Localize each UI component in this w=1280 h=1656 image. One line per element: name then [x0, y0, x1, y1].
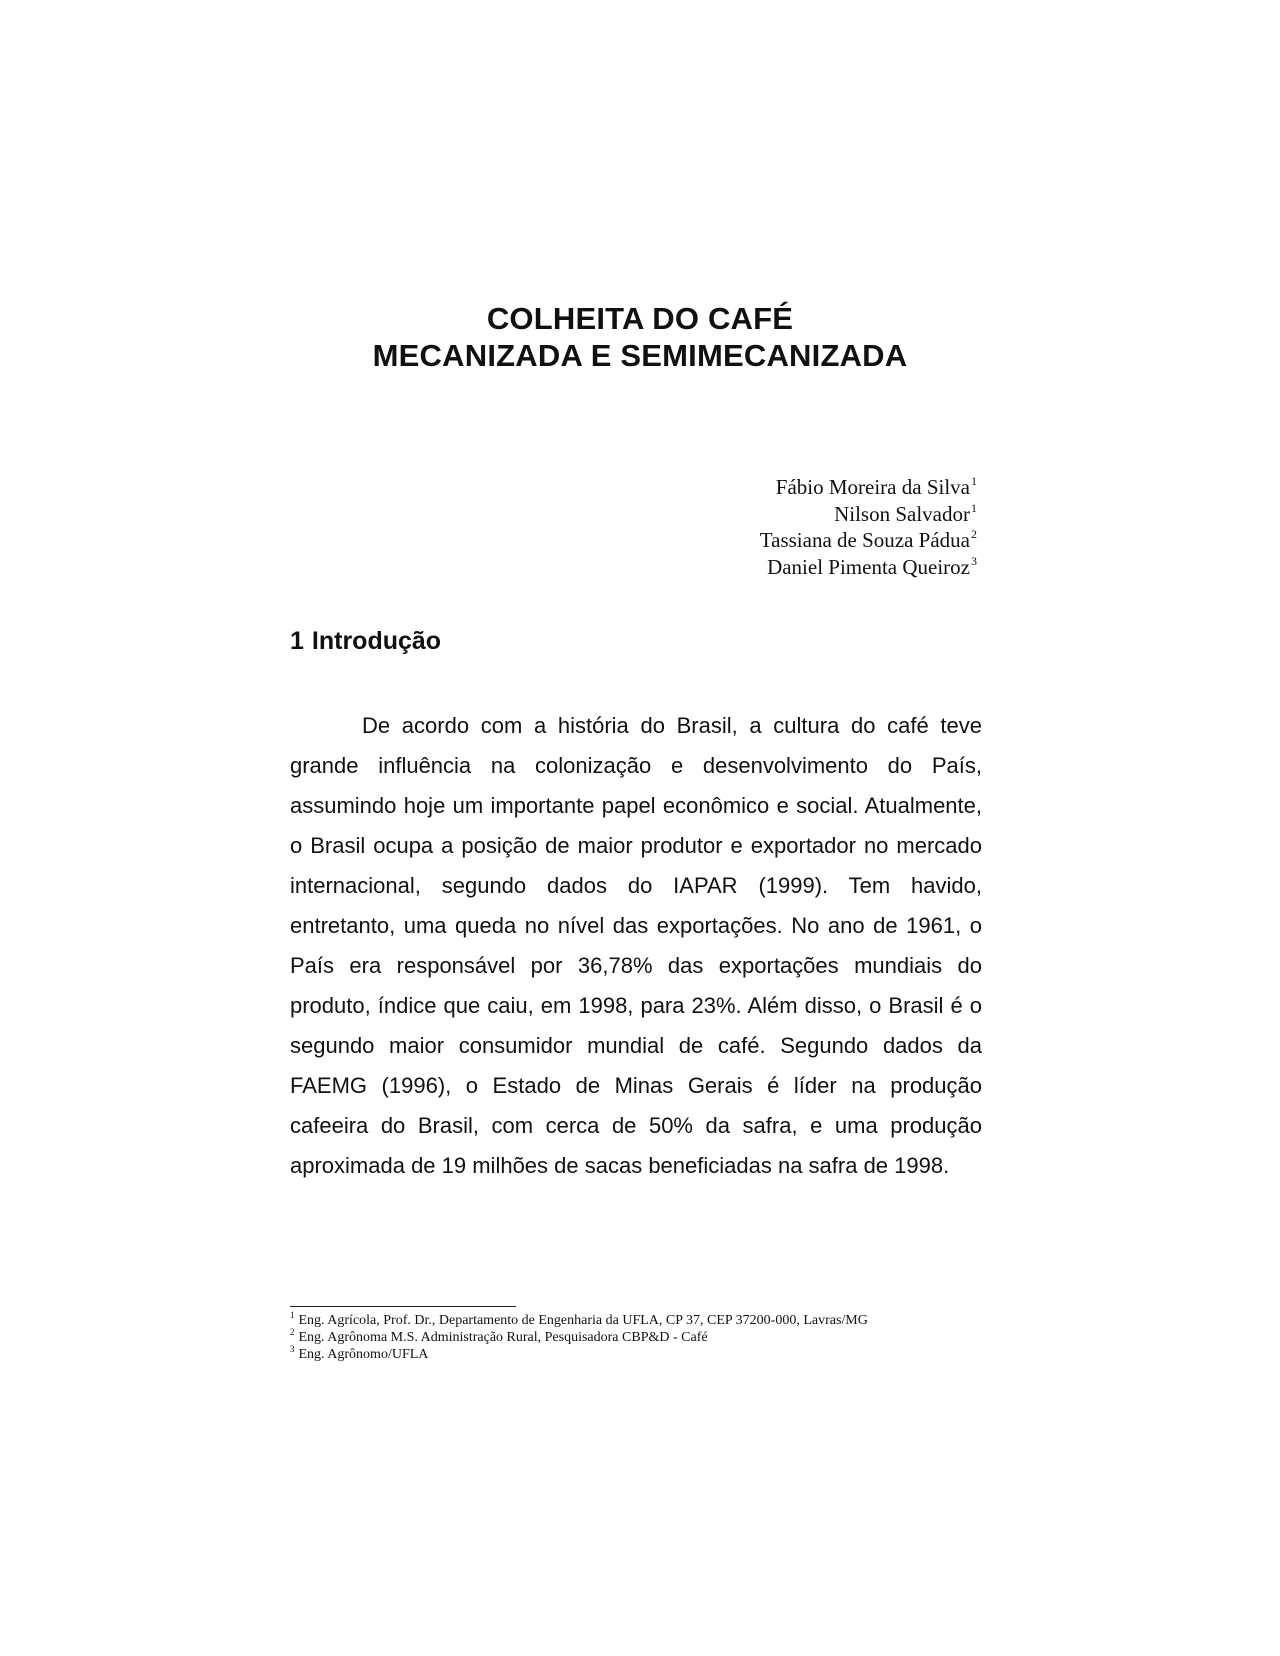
footnote: [290, 1346, 990, 1363]
author-list: [760, 474, 977, 580]
footnote: [290, 1329, 990, 1346]
author-affiliation-mark: 1: [971, 474, 977, 488]
footnote-mark: 1: [290, 1310, 295, 1320]
title-line-1: COLHEITA DO CAFÉ: [486, 301, 794, 336]
author: [760, 474, 977, 501]
author: [760, 501, 977, 528]
section-title: Introdução: [311, 627, 442, 655]
title-line-2: MECANIZADA E SEMIMECANIZADA: [372, 338, 908, 373]
footnote-text: Eng. Agrônoma M.S. Administração Rural, Pesquisadora CBP&D - Café: [298, 1330, 708, 1345]
author-name: Tassiana de Souza Pádua: [759, 528, 970, 552]
intro-paragraph: De acordo com a história do Brasil, a cultura do café teve grande influência na colonização e desenvolvimento do País, assumindo hoje um importante papel econômico e social. Atualmente, o Brasil ocupa a posição de maior produtor e exportador no mercado internacional, segundo dados do IAPAR (1999). Tem havido, entretanto, uma queda no nível das exportações. No ano de 1961, o País era responsável por 36,78% das exportações mundiais do produto, índice que caiu, em 1998, para 23%. Além disso, o Brasil é o segundo maior consumidor mundial de café. Segundo dados da FAEMG (1996), o Estado de Minas Gerais é líder na produção cafeeira do Brasil, com cerca de 50% da safra, e uma produção aproximada de 19 milhões de sacas beneficiadas na safra de 1998.: [290, 713, 982, 1178]
author-name: Daniel Pimenta Queiroz: [767, 554, 970, 579]
footnote-mark: 3: [290, 1344, 295, 1354]
footnotes: [290, 1312, 990, 1363]
section-heading: [290, 626, 441, 656]
author-name: Nilson Salvador: [834, 501, 970, 526]
footnote-text: Eng. Agrícola, Prof. Dr., Departamento de Engenharia da UFLA, CP 37, CEP 37200-000, Lavras/MG: [298, 1313, 868, 1328]
section-number: 1: [290, 627, 304, 655]
author-affiliation-mark: 2: [971, 527, 977, 541]
author: [760, 527, 977, 554]
footnote-divider: [290, 1306, 516, 1307]
paper-title: [0, 300, 1280, 374]
footnote-mark: 2: [290, 1327, 295, 1337]
author-name: Fábio Moreira da Silva: [775, 475, 970, 499]
footnote-text: Eng. Agrônomo/UFLA: [298, 1347, 429, 1362]
author-affiliation-mark: 1: [971, 500, 977, 515]
author-affiliation-mark: 3: [971, 553, 977, 568]
author: [760, 554, 977, 581]
footnote: [290, 1312, 990, 1329]
